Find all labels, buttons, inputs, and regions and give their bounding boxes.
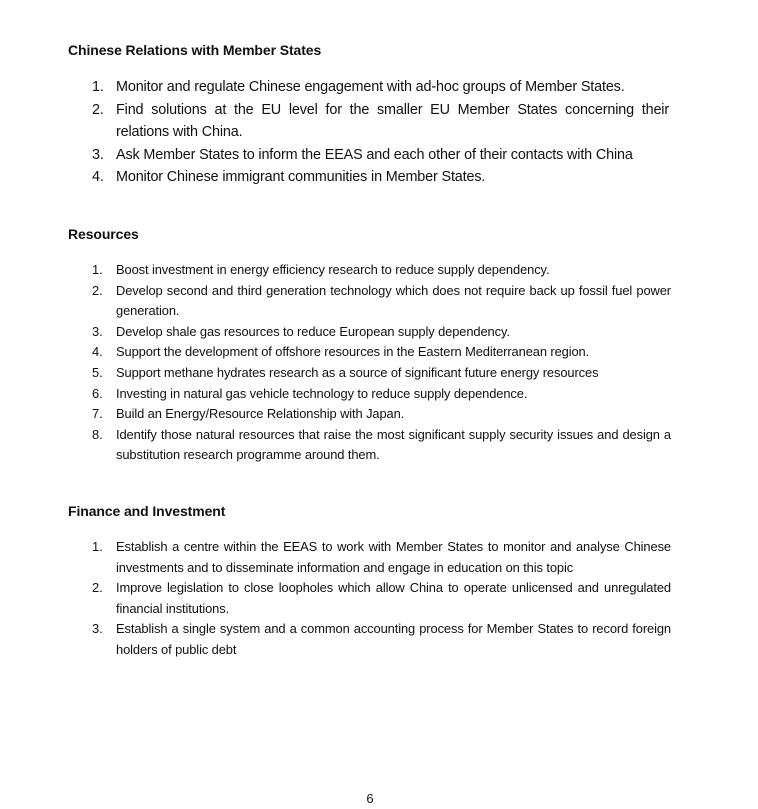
list-item-text: Monitor Chinese immigrant communities in Member States. xyxy=(116,169,486,186)
list-item-number: 3. xyxy=(92,323,103,339)
section-heading-chinese-relations: Chinese Relations with Member States xyxy=(68,42,322,58)
list-item-text: Support the development of offshore resources in the Eastern Mediterranean region. xyxy=(116,344,590,360)
list-item xyxy=(0,404,671,425)
list-item-text: Monitor and regulate Chinese engagement with ad-hoc groups of Member States. xyxy=(116,79,625,95)
list-item-text: Establish a centre within the EEAS to work with Member States to monitor and analyse Chinese investments and to disseminate information and engage in education on this topic xyxy=(116,539,671,575)
list-item-number: 3. xyxy=(92,621,103,637)
list-item-text: Develop second and third generation technology which does not require back up fossil fuel power generation. xyxy=(116,282,671,319)
list-item-text: Ask Member States to inform the EEAS and each other of their contacts with China xyxy=(116,146,633,163)
finance-investment-list xyxy=(0,537,758,661)
list-item-text: Establish a single system and a common accounting process for Member States to record foreign holders of public debt xyxy=(116,621,671,657)
list-item-text: Support methane hydrates research as a source of significant future energy resources xyxy=(116,364,599,380)
list-item-text: Improve legislation to close loopholes which allow China to operate unlicensed and unregulated financial institutions. xyxy=(116,580,671,616)
list-item-number: 4. xyxy=(92,169,104,186)
list-item-number: 2. xyxy=(92,101,104,118)
list-item xyxy=(0,363,671,384)
list-item xyxy=(0,99,669,144)
list-item-number: 2. xyxy=(92,580,103,596)
list-item xyxy=(0,578,671,619)
list-item-text: Build an Energy/Resource Relationship with Japan. xyxy=(116,406,405,422)
list-item xyxy=(0,384,671,405)
list-item-number: 6. xyxy=(92,385,103,401)
list-item-text: Find solutions at the EU level for the smaller EU Member States concerning their relations with China. xyxy=(116,101,669,141)
list-item xyxy=(0,619,671,660)
list-item-text: Develop shale gas resources to reduce European supply dependency. xyxy=(116,323,510,339)
list-item-number: 1. xyxy=(92,79,104,95)
list-item-text: Boost investment in energy efficiency research to reduce supply dependency. xyxy=(116,262,550,277)
list-item-number: 8. xyxy=(92,426,103,442)
section-heading-finance-investment: Finance and Investment xyxy=(68,503,226,519)
list-item-text: Investing in natural gas vehicle technology to reduce supply dependence. xyxy=(116,385,528,401)
page-number: 6 xyxy=(366,791,374,806)
list-item xyxy=(0,425,671,466)
list-item-number: 2. xyxy=(92,282,103,298)
list-item xyxy=(0,76,669,99)
list-item-number: 3. xyxy=(92,146,104,163)
list-item xyxy=(0,281,671,322)
list-item-number: 5. xyxy=(92,364,103,380)
list-item xyxy=(0,322,671,343)
list-item xyxy=(0,537,671,578)
resources-list xyxy=(0,260,758,466)
list-item-text: Identify those natural resources that raise the most significant supply security issues and design a substitution research programme around them. xyxy=(116,426,671,463)
list-item xyxy=(0,144,669,167)
list-item xyxy=(0,166,669,189)
list-item-number: 1. xyxy=(92,262,103,277)
list-item-number: 7. xyxy=(92,406,103,422)
section-heading-resources: Resources xyxy=(68,226,139,242)
list-item-number: 1. xyxy=(92,539,103,554)
list-item xyxy=(0,342,671,363)
list-item-number: 4. xyxy=(92,344,103,360)
list-item xyxy=(0,260,671,281)
chinese-relations-list xyxy=(0,76,758,189)
